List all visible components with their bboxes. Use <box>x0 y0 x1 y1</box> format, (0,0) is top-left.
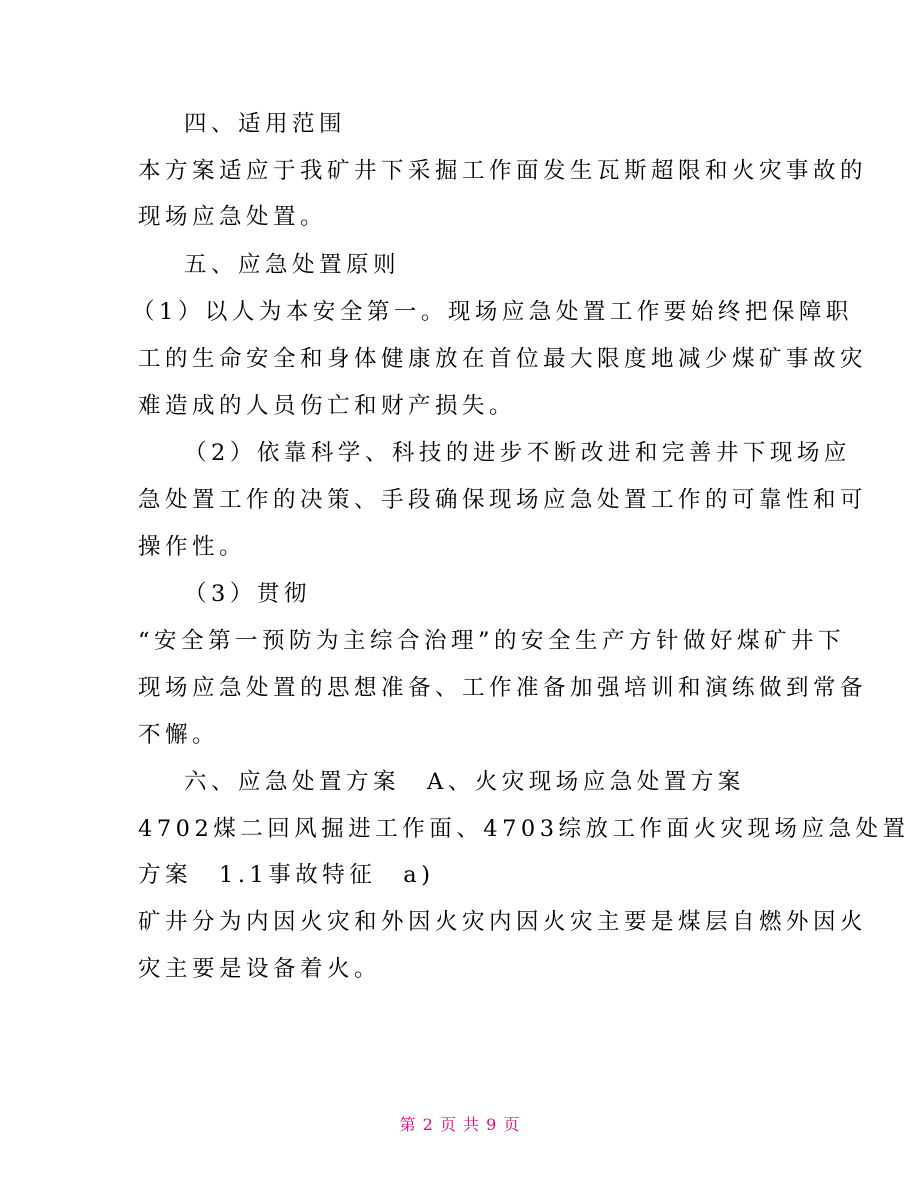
principle-1-line-1: （1）以人为本安全第一。现场应急处置工作要始终把保障职 <box>132 299 853 325</box>
section-5-heading: 五、应急处置原则 <box>184 252 401 278</box>
principle-1-line-3: 难造成的人员伤亡和财产损失。 <box>138 393 517 419</box>
principle-3-line-2: 现场应急处置的思想准备、工作准备加强培训和演练做到常备 <box>138 675 868 701</box>
principle-3-line-3: 不懈。 <box>138 722 220 748</box>
section-6-line-1: 4702煤二回风掘进工作面、4703综放工作面火灾现场应急处置 <box>138 816 910 842</box>
page-footer: 第 2 页 共 9 页 <box>399 1115 521 1134</box>
section-6-line-3: 矿井分为内因火灾和外因火灾内因火灾主要是煤层自燃外因火 <box>138 909 868 935</box>
section-4-heading: 四、适用范围 <box>184 111 347 137</box>
section-6-heading: 六、应急处置方案 A、火灾现场应急处置方案 <box>184 769 745 795</box>
section-4-line-2: 现场应急处置。 <box>138 204 328 230</box>
principle-2-line-1: （2）依靠科学、科技的进步不断改进和完善井下现场应 <box>184 440 851 466</box>
principle-3-heading: （3）贯彻 <box>184 581 311 607</box>
section-6-line-4: 灾主要是设备着火。 <box>138 956 382 982</box>
section-4-line-1: 本方案适应于我矿井下采掘工作面发生瓦斯超限和火灾事故的 <box>138 158 868 184</box>
principle-2-line-3: 操作性。 <box>138 534 247 560</box>
principle-2-line-2: 急处置工作的决策、手段确保现场应急处置工作的可靠性和可 <box>138 487 868 513</box>
principle-3-line-1: “安全第一预防为主综合治理”的安全生产方针做好煤矿井下 <box>138 628 846 654</box>
section-6-line-2: 方案 1.1事故特征 a) <box>138 862 435 888</box>
principle-1-line-2: 工的生命安全和身体健康放在首位最大限度地减少煤矿事故灾 <box>138 346 868 372</box>
